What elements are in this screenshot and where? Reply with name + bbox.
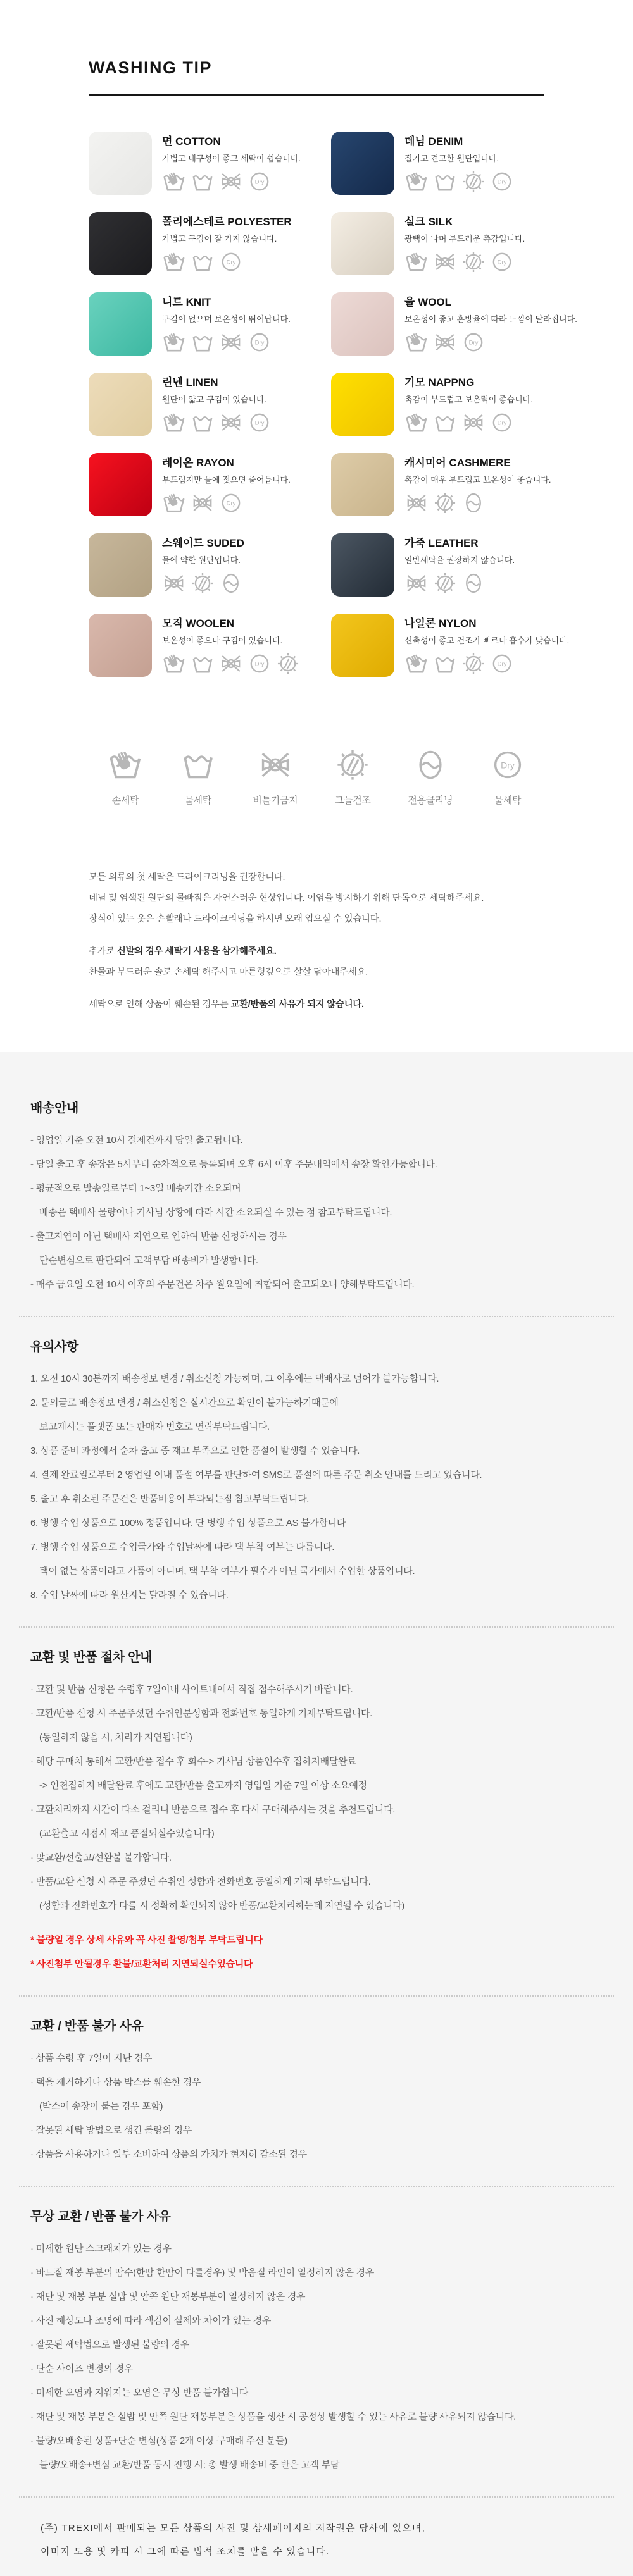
handwash-icon (404, 250, 429, 274)
fabric-desc: 보온성이 좋으나 구김이 있습니다. (162, 636, 283, 645)
special-clean-icon (413, 747, 448, 783)
svg-text:Dry: Dry (497, 419, 507, 427)
fabric-care-icons (162, 411, 272, 435)
legend-label: 물세탁 (184, 795, 211, 806)
policy-line: · 반품/교환 신청 시 주문 주셨던 수취인 성함과 전화번호 동일하게 기재 부탁드립니다. (30, 1876, 371, 1887)
handwash-icon (162, 652, 186, 676)
fabric-desc: 질기고 견고한 원단입니다. (404, 154, 499, 163)
fabric-title: 캐시미어 CASHMERE (404, 457, 511, 469)
machine-wash-icon (191, 170, 215, 194)
fabric-swatch-cashmere (331, 453, 394, 516)
fabric-title: 린넨 LINEN (162, 376, 218, 388)
fabric-item-polyester (89, 212, 331, 275)
no-wring-icon (191, 491, 215, 515)
policy-line: · 교환/반품 신청 시 주문주셨던 수취인분성함과 전화번호 동일하게 기재부탁드립니다. (30, 1708, 373, 1719)
fabric-desc: 구김이 없으며 보온성이 뛰어납니다. (162, 314, 291, 324)
policy-line: · 상품을 사용하거나 일부 소비하여 상품의 가치가 현저히 감소된 경우 (30, 2149, 307, 2160)
dry-icon (248, 411, 272, 435)
special-clean-icon (219, 571, 243, 595)
policy-line: (박스에 송장이 붙는 경우 포함) (39, 2101, 163, 2112)
legend-label: 그늘건조 (334, 795, 371, 806)
policy-line: 4. 결제 완료일로부터 2 영업일 이내 품절 여부를 판단하여 SMS로 품절에 따른 주문 취소 안내를 드리고 있습니다. (30, 1470, 482, 1480)
policy-line: · 잘못된 세탁법으로 발생된 불량의 경우 (30, 2339, 190, 2350)
no-wring-icon (219, 652, 243, 676)
policy-line: - 매주 금요일 오전 10시 이후의 주문건은 차주 월요일에 취합되어 출고되오니 양해부탁드립니다. (30, 1279, 415, 1290)
note-line: 찬물과 부드러운 솔로 손세탁 해주시고 마른헝겊으로 살살 닦아내주세요. (89, 967, 368, 977)
handwash-icon (162, 250, 186, 274)
fabric-care-icons (404, 411, 533, 435)
policy-line: · 단순 사이즈 변경의 경우 (30, 2363, 134, 2374)
svg-text:Dry: Dry (254, 339, 265, 347)
policy-line: 6. 병행 수입 상품으로 100% 정품입니다. 단 병행 수입 상품으로 AS 불가합니다 (30, 1518, 346, 1528)
policy-line: 2. 문의글로 배송정보 변경 / 취소신청은 실시간으로 확인이 불가능하기때문에 (30, 1397, 339, 1408)
fabric-title: 스웨이드 SUDED (162, 537, 244, 549)
dry-icon (490, 170, 514, 194)
dry-icon (490, 652, 514, 676)
policy-line: - 평균적으로 발송일로부터 1~3일 배송기간 소요되며 (30, 1183, 241, 1194)
section-shipping-info (0, 1098, 633, 1297)
policy-line: · 교환처리까지 시간이 다소 걸리니 반품으로 접수 후 다시 구매해주시는 것을 추천드립니다. (30, 1804, 396, 1815)
note-line: 장식이 있는 옷은 손빨래나 드라이크리닝을 하시면 오래 입으실 수 있습니다. (89, 914, 382, 924)
fabric-care-icons (404, 170, 514, 194)
fabric-title: 기모 NAPPNG (404, 376, 475, 388)
dotted-divider (19, 1995, 614, 1997)
policy-sections (0, 1098, 633, 2498)
fabric-title: 면 COTTON (162, 135, 221, 147)
policy-line: · 불량/오배송된 상품+단순 변심(상품 2개 이상 구매해 주신 분들) (30, 2436, 287, 2446)
dry-icon (219, 250, 243, 274)
policy-line: (교환출고 시점시 재고 품절되실수있습니다) (39, 1828, 215, 1839)
no-wring-icon (433, 330, 457, 354)
fabric-swatch-nylon (331, 614, 394, 677)
policy-line: 3. 상품 준비 과정에서 순차 출고 중 재고 부족으로 인한 품절이 발생할 수 있습니다. (30, 1446, 360, 1456)
no-wring-icon (404, 491, 429, 515)
shade-dry-icon (335, 747, 370, 783)
fabric-swatch-polyester (89, 212, 152, 275)
policy-line: - 당일 출고 후 송장은 5시부터 순차적으로 등록되며 오후 6시 이후 주문내역에서 송장 확인가능합니다. (30, 1159, 437, 1170)
fabric-care-icons (162, 330, 291, 354)
fabric-care-icons (404, 652, 569, 676)
fabric-swatch-knit (89, 292, 152, 356)
note-line: 데님 및 염색된 원단의 물빠짐은 자연스러운 현상입니다. 이염을 방지하기 위해 단독으로 세탁해주세요. (89, 893, 484, 903)
copyright-line: 이미지 도용 및 카피 시 그에 따른 법적 조치를 받을 수 있습니다. (41, 2546, 330, 2557)
section-exchange-return-process (0, 1647, 633, 1976)
copyright-notice (0, 2517, 633, 2563)
fabric-swatch-wool (331, 292, 394, 356)
policy-line: · 상품 수령 후 7일이 지난 경우 (30, 2053, 153, 2064)
special-clean-icon (461, 571, 486, 595)
no-wring-icon (162, 571, 186, 595)
machine-wash-icon (191, 330, 215, 354)
fabric-care-icons (162, 491, 291, 515)
fabric-care-icons (404, 330, 577, 354)
fabric-title: 나일론 NYLON (404, 617, 477, 629)
section-free-exchange-return-not-allowed (0, 2206, 633, 2477)
policy-line: · 택을 제거하거나 상품 박스를 훼손한 경우 (30, 2077, 201, 2088)
fabric-care-icons (404, 250, 525, 274)
policy-line: 불량/오배송+변심 교환/반품 동시 진행 시: 총 발생 배송비 중 반은 고객 부담 (39, 2460, 340, 2470)
section-heading: 배송안내 (30, 1101, 79, 1115)
fabric-desc: 가볍고 구김이 잘 가지 않습니다. (162, 234, 277, 244)
shade-dry-icon (433, 491, 457, 515)
fabric-item-cotton (89, 132, 331, 195)
page-title: WASHING TIP (89, 58, 213, 77)
fabric-item-linen (89, 373, 331, 436)
note-spacer (89, 983, 633, 994)
fabric-desc: 촉감이 매우 부드럽고 보온성이 좋습니다. (404, 475, 551, 485)
title-divider (89, 94, 544, 96)
policy-line: (성함과 전화번호가 다를 시 정확히 확인되지 않아 반품/교환처리하는데 지연될 수 있습니다) (39, 1900, 404, 1911)
svg-text:Dry: Dry (497, 178, 507, 186)
copyright-line: (주) TREXI에서 판매되는 모든 상품의 사진 및 상세페이지의 저작권은 당사에 있으며, (41, 2523, 425, 2534)
section-exchange-return-not-allowed (0, 2016, 633, 2167)
dry-icon (248, 330, 272, 354)
no-wring-icon (219, 330, 243, 354)
section-heading: 무상 교환 / 반품 불가 사유 (30, 2210, 171, 2224)
fabric-swatch-woolen (89, 614, 152, 677)
handwash-icon (404, 652, 429, 676)
shade-dry-icon (276, 652, 300, 676)
section-heading: 유의사항 (30, 1340, 79, 1354)
policy-area (0, 1052, 633, 2576)
fabric-title: 데님 DENIM (404, 135, 463, 147)
machine-wash-icon (433, 411, 457, 435)
policy-line: · 재단 및 재봉 부분은 실밥 및 안쪽 원단 재봉부분은 상품을 생산 시 공정상 발생할 수 있는 사유로 불량 사유되지 않습니다. (30, 2412, 517, 2422)
fabric-item-rayon (89, 453, 331, 516)
handwash-icon (162, 411, 186, 435)
fabric-title: 모직 WOOLEN (162, 617, 235, 629)
fabric-title: 니트 KNIT (162, 296, 211, 308)
svg-text:Dry: Dry (226, 259, 236, 266)
svg-text:Dry: Dry (468, 339, 479, 347)
dry-icon (461, 330, 486, 354)
dry-icon (490, 747, 525, 783)
fabric-item-nylon (331, 614, 603, 677)
fabric-desc: 원단이 얇고 구김이 있습니다. (162, 395, 267, 404)
fabric-desc: 일반세탁을 권장하지 않습니다. (404, 555, 515, 565)
fabric-desc: 물에 약한 원단입니다. (162, 555, 241, 565)
handwash-icon (162, 491, 186, 515)
dry-icon (219, 491, 243, 515)
fabric-care-icons (162, 170, 301, 194)
machine-wash-icon (191, 411, 215, 435)
policy-line: · 재단 및 재봉 부분 실밥 및 안쪽 원단 재봉부분이 일정하지 않은 경우 (30, 2291, 306, 2302)
policy-line: 7. 병행 수입 상품으로 수입국가와 수입날짜에 따라 택 부착 여부는 다릅니다. (30, 1542, 335, 1552)
policy-line: - 영업일 기준 오전 10시 결제건까지 당일 출고됩니다. (30, 1135, 243, 1146)
fabric-grid (89, 132, 633, 677)
fabric-item-knit (89, 292, 331, 356)
section-heading: 교환 / 반품 불가 사유 (30, 2019, 144, 2033)
machine-wash-icon (433, 652, 457, 676)
fabric-swatch-denim (331, 132, 394, 195)
no-wring-icon (258, 747, 293, 783)
legend-label: 전용클리닝 (408, 795, 453, 806)
fabric-desc: 광택이 나며 부드러운 촉감입니다. (404, 234, 525, 244)
legend-item (108, 747, 143, 807)
dotted-divider (19, 1626, 614, 1628)
fabric-title: 폴리에스테르 POLYESTER (162, 216, 292, 228)
fabric-item-denim (331, 132, 603, 195)
care-symbol-legend (108, 747, 525, 807)
no-wring-icon (433, 250, 457, 274)
shade-dry-icon (461, 170, 486, 194)
note-line: 세탁으로 인해 상품이 훼손된 경우는 교환/반품의 사유가 되지 않습니다. (89, 1000, 364, 1010)
fabric-care-icons (404, 571, 515, 595)
handwash-icon (162, 330, 186, 354)
fabric-desc: 보온성이 좋고 혼방율에 따라 느낌이 달라집니다. (404, 314, 577, 324)
fabric-desc: 가볍고 내구성이 좋고 세탁이 쉽습니다. (162, 154, 301, 163)
policy-line: · 교환 및 반품 신청은 수령후 7일이내 사이트내에서 직접 접수해주시기 바랍니다. (30, 1684, 353, 1695)
legend-item (180, 747, 216, 807)
legend-label: 비틀기금지 (253, 795, 298, 806)
dry-icon (248, 652, 272, 676)
machine-wash-icon (433, 170, 457, 194)
policy-line: - 출고지연이 아닌 택배사 지연으로 인하여 반품 신청하시는 경우 (30, 1231, 287, 1242)
washing-tip-area (0, 0, 633, 1052)
note-line: 모든 의류의 첫 세탁은 드라이크리닝을 권장합니다. (89, 872, 285, 882)
legend-item (408, 747, 453, 807)
fabric-swatch-sueded (89, 533, 152, 597)
shade-dry-icon (461, 250, 486, 274)
svg-text:Dry: Dry (501, 760, 515, 771)
legend-label: 물세탁 (494, 795, 522, 806)
machine-wash-icon (191, 652, 215, 676)
policy-line: 보고계시는 플랫폼 또는 판매자 번호로 연락부탁드립니다. (39, 1421, 270, 1432)
no-wring-icon (404, 571, 429, 595)
fabric-swatch-rayon (89, 453, 152, 516)
fabric-swatch-linen (89, 373, 152, 436)
svg-text:Dry: Dry (254, 660, 265, 668)
policy-line: 8. 수입 날짜에 따라 원산지는 달라질 수 있습니다. (30, 1590, 229, 1601)
dotted-divider (19, 1316, 614, 1317)
handwash-icon (404, 411, 429, 435)
policy-line: * 불량일 경우 상세 사유와 꼭 사진 촬영/첨부 부탁드립니다 (30, 1935, 263, 1945)
policy-line: * 사진첨부 안될경우 환불/교환처리 지연되실수있습니다 (30, 1959, 253, 1969)
shade-dry-icon (461, 652, 486, 676)
policy-line: · 미세한 오염과 지워지는 오염은 무상 반품 불가합니다 (30, 2387, 248, 2398)
fabric-desc: 부드럽지만 물에 젖으면 줄어듭니다. (162, 475, 291, 485)
shade-dry-icon (191, 571, 215, 595)
fabric-care-icons (162, 250, 292, 274)
dotted-divider (19, 2186, 614, 2187)
fabric-item-sueded (89, 533, 331, 597)
fabric-item-silk (331, 212, 603, 275)
policy-line: (동일하지 않을 시, 처리가 지연됩니다) (39, 1732, 192, 1743)
handwash-icon (108, 747, 143, 783)
policy-line: 1. 오전 10시 30분까지 배송정보 변경 / 취소신청 가능하며, 그 이후에는 택배사로 넘어가 불가능합니다. (30, 1373, 439, 1384)
dry-icon (490, 250, 514, 274)
fabric-swatch-cotton (89, 132, 152, 195)
no-wring-icon (219, 170, 243, 194)
policy-line: · 맞교환/선출고/선환불 불가합니다. (30, 1852, 172, 1863)
special-clean-icon (461, 491, 486, 515)
legend-label: 손세탁 (111, 795, 139, 806)
fabric-title: 가죽 LEATHER (404, 537, 479, 549)
fabric-desc: 촉감이 부드럽고 보온력이 좋습니다. (404, 395, 533, 404)
handwash-icon (404, 170, 429, 194)
fabric-item-woolen (89, 614, 331, 677)
no-wring-icon (219, 411, 243, 435)
section-cautions (0, 1336, 633, 1607)
policy-line: 단순변심으로 판단되어 고객부담 배송비가 발생합니다. (39, 1255, 258, 1266)
fabric-title: 레이온 RAYON (162, 457, 234, 469)
section-heading: 교환 및 반품 절차 안내 (30, 1650, 153, 1664)
washing-notes (89, 867, 633, 1015)
fabric-swatch-nappng (331, 373, 394, 436)
legend-item (490, 747, 525, 807)
machine-wash-icon (180, 747, 216, 783)
fabric-item-leather (331, 533, 603, 597)
dotted-divider (19, 2496, 614, 2498)
fabric-desc: 신축성이 좋고 건조가 빠르나 흡수가 낮습니다. (404, 636, 570, 645)
fabric-title: 울 WOOL (404, 296, 452, 308)
fabric-care-icons (162, 652, 300, 676)
svg-text:Dry: Dry (497, 259, 507, 266)
policy-line: · 해당 구매처 통해서 교환/반품 접수 후 회수-> 기사님 상품인수후 집하지배달완료 (30, 1756, 356, 1767)
fabric-title: 실크 SILK (404, 216, 453, 228)
svg-text:Dry: Dry (254, 419, 265, 427)
dry-icon (248, 170, 272, 194)
policy-line: 5. 출고 후 취소된 주문건은 반품비용이 부과되는점 참고부탁드립니다. (30, 1494, 310, 1504)
svg-text:Dry: Dry (497, 660, 507, 668)
fabric-swatch-leather (331, 533, 394, 597)
machine-wash-icon (191, 250, 215, 274)
policy-line: -> 인천집하지 배달완료 후에도 교환/반품 출고까지 영업일 기준 7일 이상 소요예정 (39, 1780, 367, 1791)
fabric-swatch-silk (331, 212, 394, 275)
fabric-care-icons (162, 571, 244, 595)
handwash-icon (162, 170, 186, 194)
policy-line: 택이 없는 상품이라고 가품이 아니며, 택 부착 여부가 필수가 아닌 국가에서 수입한 상품입니다. (39, 1566, 415, 1576)
shade-dry-icon (433, 571, 457, 595)
legend-item (335, 747, 371, 807)
policy-line: · 잘못된 세탁 방법으로 생긴 불량의 경우 (30, 2125, 192, 2136)
note-spacer (89, 930, 633, 941)
fabric-item-nappng (331, 373, 603, 436)
policy-line: · 바느질 재봉 부분의 땀수(한땀 한땀이 다를경우) 및 박음질 라인이 일정하지 않은 경우 (30, 2267, 374, 2278)
svg-text:Dry: Dry (254, 178, 265, 186)
svg-text:Dry: Dry (226, 500, 236, 507)
legend-item (253, 747, 298, 807)
policy-line: · 미세한 원단 스크래치가 있는 경우 (30, 2243, 172, 2254)
note-line: 추가로 신발의 경우 세탁기 사용을 삼가해주세요. (89, 946, 277, 957)
policy-line: 배송은 택배사 물량이나 기사님 상황에 따라 시간 소요되실 수 있는 점 참고부탁드립니다. (39, 1207, 392, 1218)
policy-line: · 사진 해상도나 조명에 따라 색감이 실제와 차이가 있는 경우 (30, 2315, 272, 2326)
fabric-item-wool (331, 292, 603, 356)
handwash-icon (404, 330, 429, 354)
fabric-item-cashmere (331, 453, 603, 516)
fabric-care-icons (404, 491, 551, 515)
no-wring-icon (461, 411, 486, 435)
dry-icon (490, 411, 514, 435)
